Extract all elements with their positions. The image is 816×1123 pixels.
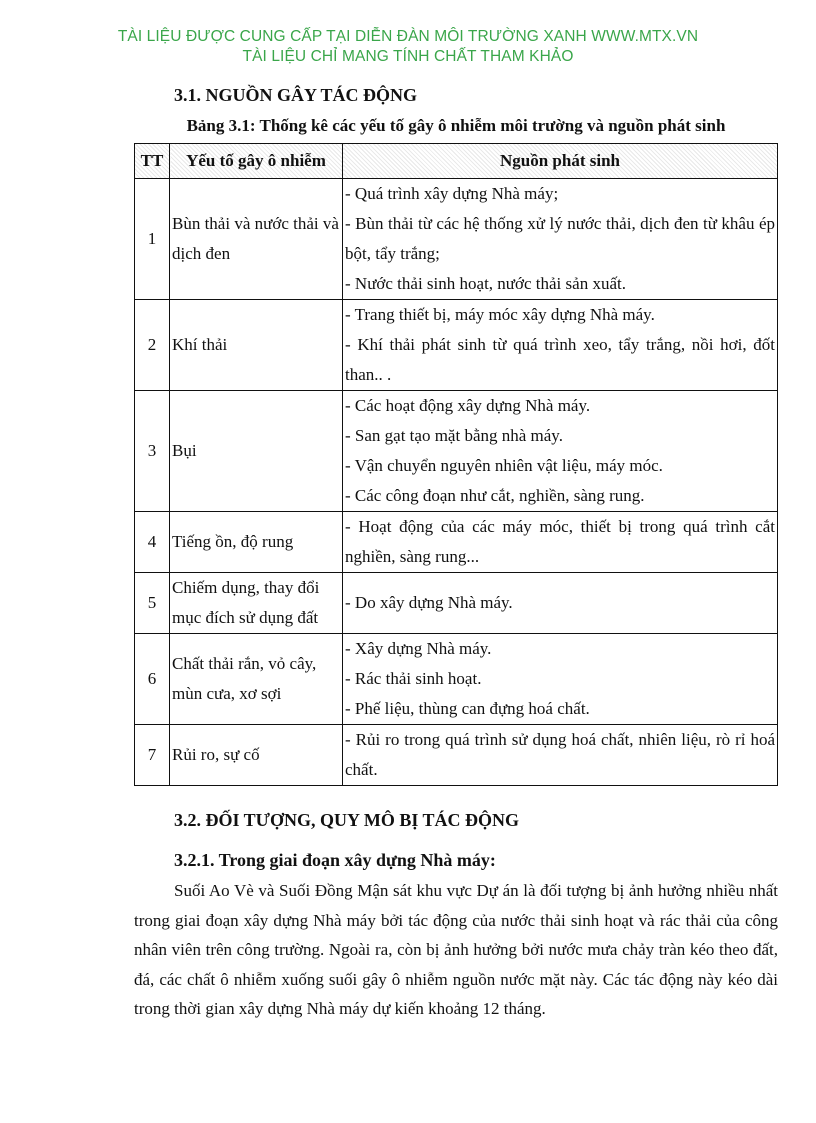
source-line: - Khí thải phát sinh từ quá trình xeo, tẩy trắng, nồi hơi, đốt than.. .	[345, 335, 775, 384]
row-number: 3	[135, 391, 170, 512]
row-sources	[343, 512, 778, 573]
row-factor: Chất thải rắn, vỏ cây, mùn cưa, xơ sợi	[170, 634, 343, 725]
row-sources	[343, 725, 778, 786]
row-factor: Chiếm dụng, thay đổi mục đích sử dụng đất	[170, 573, 343, 634]
source-line: - Do xây dựng Nhà máy.	[345, 593, 513, 612]
source-line: - Nước thải sinh hoạt, nước thải sản xuất.	[345, 274, 626, 293]
header-source: Nguồn phát sinh	[343, 144, 778, 179]
row-number: 5	[135, 573, 170, 634]
source-line: - Bùn thải từ các hệ thống xử lý nước thải, dịch đen từ khâu ép bột, tẩy trắng;	[345, 214, 775, 263]
row-number: 7	[135, 725, 170, 786]
row-number: 4	[135, 512, 170, 573]
table-row	[135, 634, 778, 725]
section-heading-3-2-1: 3.2.1. Trong giai đoạn xây dựng Nhà máy:	[174, 850, 496, 870]
source-line: - Các công đoạn như cắt, nghiền, sàng rung.	[345, 486, 645, 505]
row-number: 2	[135, 300, 170, 391]
row-sources	[343, 179, 778, 300]
source-line: - Phế liệu, thùng can đựng hoá chất.	[345, 699, 590, 718]
body-paragraph: Suối Ao Vè và Suối Đồng Mận sát khu vực Dự án là đối tượng bị ảnh hưởng nhiều nhất trong giai đoạn xây dựng Nhà máy bởi tác động của nước thải sinh hoạt và rác thải của công nhân viên trên công trường. Ngoài ra, còn bị ảnh hưởng bởi nước mưa chảy tràn kéo theo đất, đá, các chất ô nhiễm xuống suối gây ô nhiễm nguồn nước mặt này. Các tác động này kéo dài trong thời gian xây dựng Nhà máy dự kiến khoảng 12 tháng.	[134, 881, 778, 1018]
source-line: - Quá trình xây dựng Nhà máy;	[345, 184, 559, 203]
row-sources	[343, 300, 778, 391]
pollution-sources-table	[134, 143, 778, 786]
table-row	[135, 391, 778, 512]
source-line: - Các hoạt động xây dựng Nhà máy.	[345, 396, 591, 415]
table-header-row	[135, 144, 778, 179]
source-line: - Vận chuyển nguyên nhiên vật liệu, máy móc.	[345, 456, 663, 475]
table-row	[135, 300, 778, 391]
row-sources	[343, 634, 778, 725]
section-heading-3-1: 3.1. NGUỒN GÂY TÁC ĐỘNG	[174, 85, 418, 105]
row-factor: Tiếng ồn, độ rung	[170, 512, 343, 573]
section-heading-3-2: 3.2. ĐỐI TƯỢNG, QUY MÔ BỊ TÁC ĐỘNG	[174, 810, 520, 830]
source-line: - Trang thiết bị, máy móc xây dựng Nhà máy.	[345, 305, 655, 324]
table-row	[135, 512, 778, 573]
header-factor: Yếu tố gây ô nhiễm	[170, 144, 343, 179]
watermark-line-2: TÀI LIỆU CHỈ MANG TÍNH CHẤT THAM KHẢO	[242, 48, 574, 65]
source-line: - San gạt tạo mặt bằng nhà máy.	[345, 426, 563, 445]
row-number: 6	[135, 634, 170, 725]
source-line: - Rủi ro trong quá trình sử dụng hoá chất, nhiên liệu, rò rỉ hoá chất.	[345, 730, 775, 779]
row-sources	[343, 573, 778, 634]
watermark-line-1: TÀI LIỆU ĐƯỢC CUNG CẤP TẠI DIỄN ĐÀN MÔI TRƯỜNG XANH WWW.MTX.VN	[117, 28, 699, 45]
table-row	[135, 179, 778, 300]
row-factor: Khí thải	[170, 300, 343, 391]
table-caption: Bảng 3.1: Thống kê các yếu tố gây ô nhiễm môi trường và nguồn phát sinh	[186, 116, 726, 135]
table-row	[135, 725, 778, 786]
row-factor: Rủi ro, sự cố	[170, 725, 343, 786]
source-line: - Xây dựng Nhà máy.	[345, 639, 492, 658]
row-number: 1	[135, 179, 170, 300]
source-line: - Hoạt động của các máy móc, thiết bị trong quá trình cắt nghiền, sàng rung...	[345, 517, 775, 566]
source-line: - Rác thải sinh hoạt.	[345, 669, 482, 688]
row-sources	[343, 391, 778, 512]
header-tt: TT	[135, 144, 170, 179]
row-factor: Bùn thải và nước thải và dịch đen	[170, 179, 343, 300]
table-row	[135, 573, 778, 634]
row-factor: Bụi	[170, 391, 343, 512]
